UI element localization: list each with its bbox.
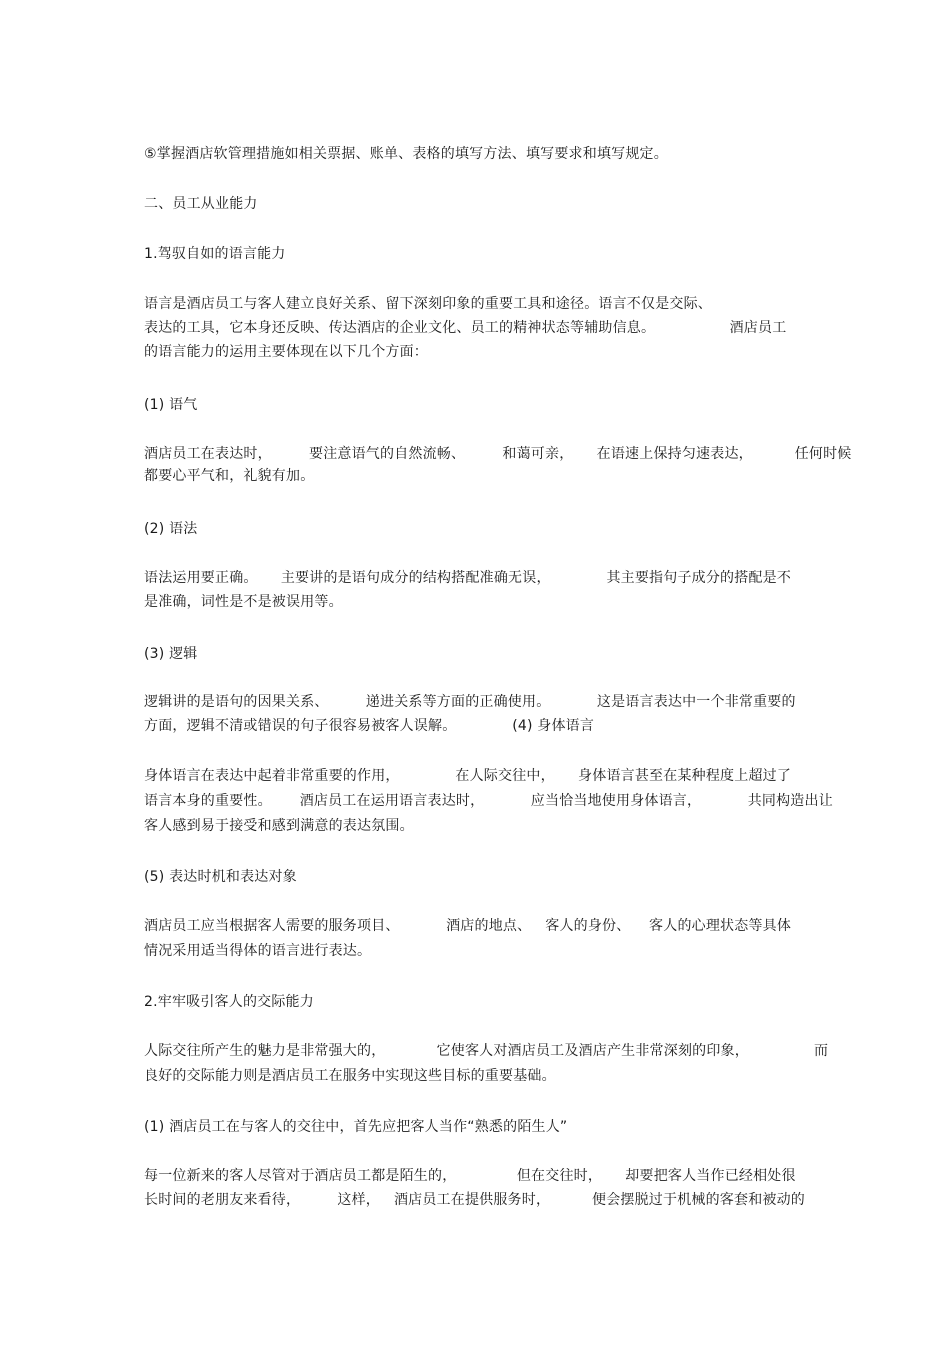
paragraph-line: 语言本身的重要性。 酒店员工在运用语言表达时， 应当恰当地使用身体语言， 共同构造出让 <box>144 793 833 809</box>
paragraph-line: 良好的交际能力则是酒店员工在服务中实现这些目标的重要基础。 <box>144 1068 556 1084</box>
paragraph-line: 客人感到易于接受和感到满意的表达氛围。 <box>144 818 414 834</box>
paragraph-line: 长时间的老朋友来看待， 这样， 酒店员工在提供服务时， 便会摆脱过于机械的客套和被动的 <box>144 1192 806 1208</box>
paragraph-line: 都要心平气和，礼貌有加。 <box>144 468 315 484</box>
paragraph-line: 语言是酒店员工与客人建立良好关系、留下深刻印象的重要工具和途径。语言不仅是交际、 <box>144 296 712 312</box>
paragraph-line: 每一位新来的客人尽管对于酒店员工都是陌生的， 但在交往时， 却要把客人当作已经相处很 <box>144 1168 796 1184</box>
paragraph-line: 逻辑讲的是语句的因果关系、 递进关系等方面的正确使用。 这是语言表达中一个非常重要的 <box>144 694 796 710</box>
paragraph-line: 方面，逻辑不清或错误的句子很容易被客人误解。 (4) 身体语言 <box>144 718 595 734</box>
paragraph-line: 情况采用适当得体的语言进行表达。 <box>144 943 372 959</box>
paragraph-line: 身体语言在表达中起着非常重要的作用， 在人际交往中， 身体语言甚至在某种程度上超过了 <box>144 768 792 784</box>
paragraph-line: 语法运用要正确。 主要讲的是语句成分的结构搭配准确无误， 其主要指句子成分的搭配是不 <box>144 570 792 586</box>
subheading-grammar: (2) 语法 <box>144 521 198 537</box>
paragraph-line: 是准确，词性是不是被误用等。 <box>144 594 343 610</box>
intro-paragraph: ⑤掌握酒店软管理措施如相关票据、账单、表格的填写方法、填写要求和填写规定。 <box>144 146 668 162</box>
heading-language-ability: 1.驾驭自如的语言能力 <box>144 246 286 262</box>
paragraph-line: 的语言能力的运用主要体现在以下几个方面： <box>144 344 428 360</box>
subheading-familiar-stranger: (1) 酒店员工在与客人的交往中，首先应把客人当作“熟悉的陌生人” <box>144 1119 568 1135</box>
subheading-tone: (1) 语气 <box>144 397 198 413</box>
subheading-timing: (5) 表达时机和表达对象 <box>144 869 297 885</box>
subheading-logic: (3) 逻辑 <box>144 646 198 662</box>
paragraph-line: 表达的工具，它本身还反映、传达酒店的企业文化、员工的精神状态等辅助信息。 酒店员工 <box>144 320 787 336</box>
paragraph-line: 人际交往所产生的魅力是非常强大的， 它使客人对酒店员工及酒店产生非常深刻的印象， 而 <box>144 1043 829 1059</box>
section-heading-employee-skills: 二、员工从业能力 <box>144 196 258 212</box>
paragraph-line: 酒店员工应当根据客人需要的服务项目、 酒店的地点、 客人的身份、 客人的心理状态等具体 <box>144 918 792 934</box>
heading-social-ability: 2.牢牢吸引客人的交际能力 <box>144 994 314 1010</box>
paragraph-line: 酒店员工在表达时， 要注意语气的自然流畅、 和蔼可亲， 在语速上保持匀速表达， 任何时候 <box>144 446 852 462</box>
